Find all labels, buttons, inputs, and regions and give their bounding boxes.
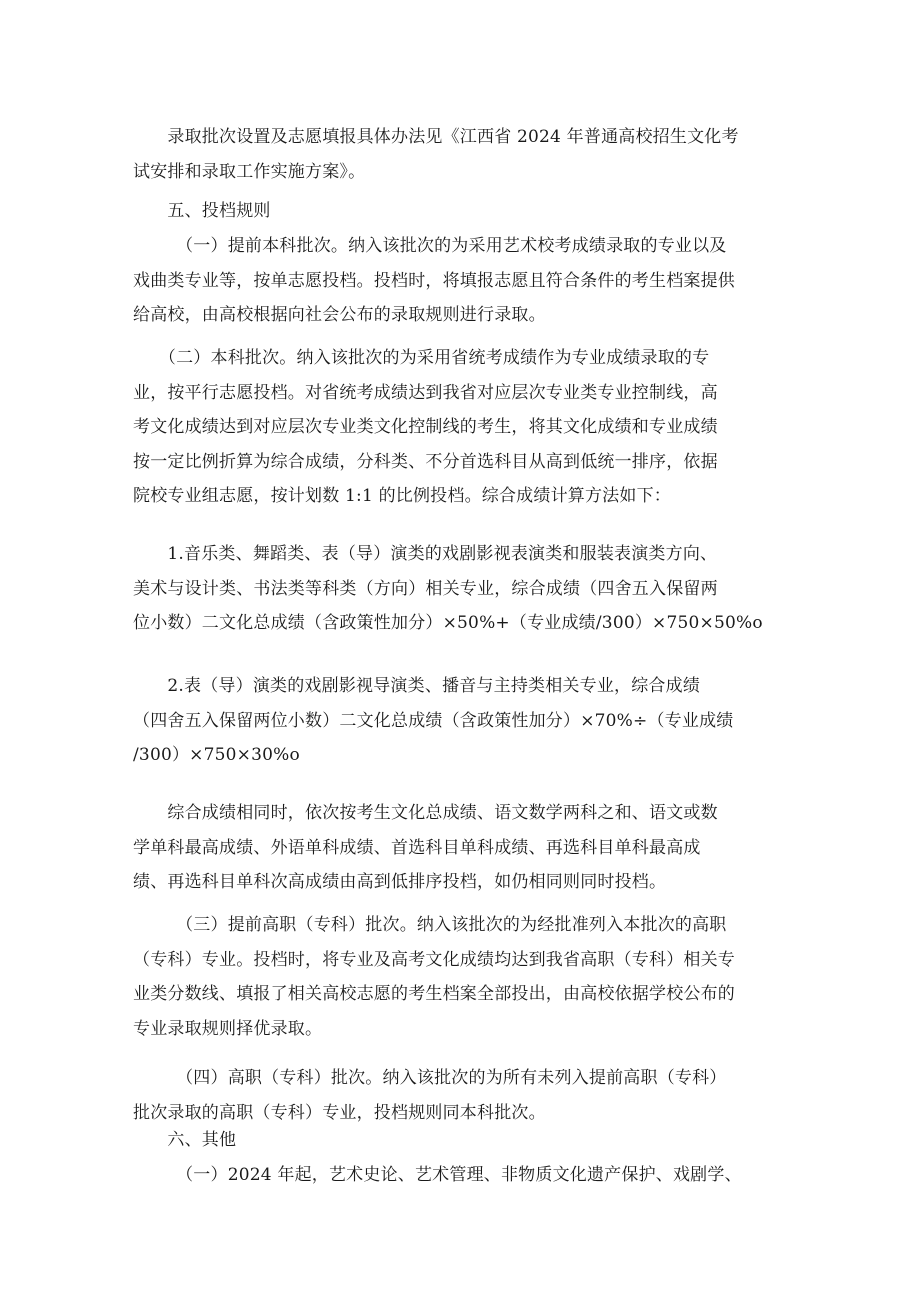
text-line: 绩、再选科目单科次高成绩由高到低排序投档，如仍相同则同时投档。	[133, 872, 667, 892]
paragraph-early-vocational-batch	[133, 908, 793, 1046]
text-line: 戏曲类专业等，按单志愿投档。投档时，将填报志愿且符合条件的考生档案提供	[133, 270, 735, 291]
paragraph-early-undergraduate-batch	[133, 229, 793, 333]
text-line: 1.音乐类、舞蹈类、表（导）演类的戏剧影视表演类和服装表演类方向、	[133, 544, 718, 564]
text-line: 批次录取的高职（专科）专业，投档规则同本科批次。	[133, 1102, 546, 1123]
paragraph-admission-batch-reference	[133, 120, 793, 189]
text-line: （专科）专业。投档时，将专业及高考文化成绩均达到我省高职（专科）相关专	[133, 949, 735, 970]
text-line: （四舍五入保留两位小数）二文化总成绩（含政策性加分）×70%÷（专业成绩	[133, 710, 734, 731]
paragraph-tie-break-rules	[133, 796, 793, 900]
text-line: 五、投档规则	[133, 201, 271, 221]
text-line: （一）提前本科批次。纳入该批次的为采用艺术校考成绩录取的专业以及	[133, 236, 727, 256]
text-line: （三）提前高职（专科）批次。纳入该批次的为经批准列入本批次的高职	[133, 915, 727, 935]
text-line: 录取批次设置及志愿填报具体办法见《江西省 2024 年普通高校招生文化考	[133, 127, 739, 147]
section-heading-other	[133, 1123, 793, 1158]
section-heading-filing-rules	[133, 194, 793, 229]
text-line: 考文化成绩达到对应层次专业类文化控制线的考生，将其文化成绩和专业成绩	[133, 417, 718, 437]
text-line: 2.表（导）演类的戏剧影视导演类、播音与主持类相关专业，综合成绩	[133, 676, 701, 696]
text-line: 给高校，由高校根据向社会公布的录取规则进行录取。	[133, 305, 546, 325]
paragraph-vocational-batch	[133, 1061, 793, 1130]
text-line: 六、其他	[133, 1130, 237, 1150]
text-line: 位小数）二文化总成绩（含政策性加分）×50%+（专业成绩/300）×750×50%o	[133, 613, 763, 633]
text-line: 专业录取规则择优录取。	[133, 1018, 323, 1039]
text-line: 试安排和录取工作实施方案》。	[133, 161, 366, 182]
text-line: 按一定比例折算为综合成绩，分科类、不分首选科目从高到低统一排序，依据	[133, 451, 718, 472]
text-line: （四）高职（专科）批次。纳入该批次的为所有未列入提前高职（专科）	[133, 1068, 727, 1088]
text-line: 学单科最高成绩、外语单科成绩、首选科目单科成绩、再选科目单科最高成	[133, 837, 701, 858]
text-line: 业类分数线、填报了相关高校志愿的考生档案全部投出，由高校依据学校公布的	[133, 984, 735, 1004]
paragraph-other-item-1	[133, 1158, 793, 1193]
text-line: 业，按平行志愿投档。对省统考成绩达到我省对应层次专业类专业控制线，高	[133, 382, 718, 403]
text-line: /300）×750×30%o	[133, 745, 300, 765]
text-line: （一）2024 年起，艺术史论、艺术管理、非物质文化遗产保护、戏剧学、	[133, 1165, 742, 1185]
text-line: （二）本科批次。纳入该批次的为采用省统考成绩作为专业成绩录取的专	[133, 348, 710, 368]
text-line: 院校专业组志愿，按计划数 1:1 的比例投档。综合成绩计算方法如下：	[133, 486, 671, 506]
paragraph-undergraduate-batch	[133, 341, 793, 514]
text-line: 美术与设计类、书法类等科类（方向）相关专业，综合成绩（四舍五入保留两	[133, 578, 718, 599]
paragraph-formula-1	[133, 537, 793, 641]
paragraph-formula-2	[133, 669, 793, 773]
text-line: 综合成绩相同时，依次按考生文化总成绩、语文数学两科之和、语文或数	[133, 803, 718, 823]
